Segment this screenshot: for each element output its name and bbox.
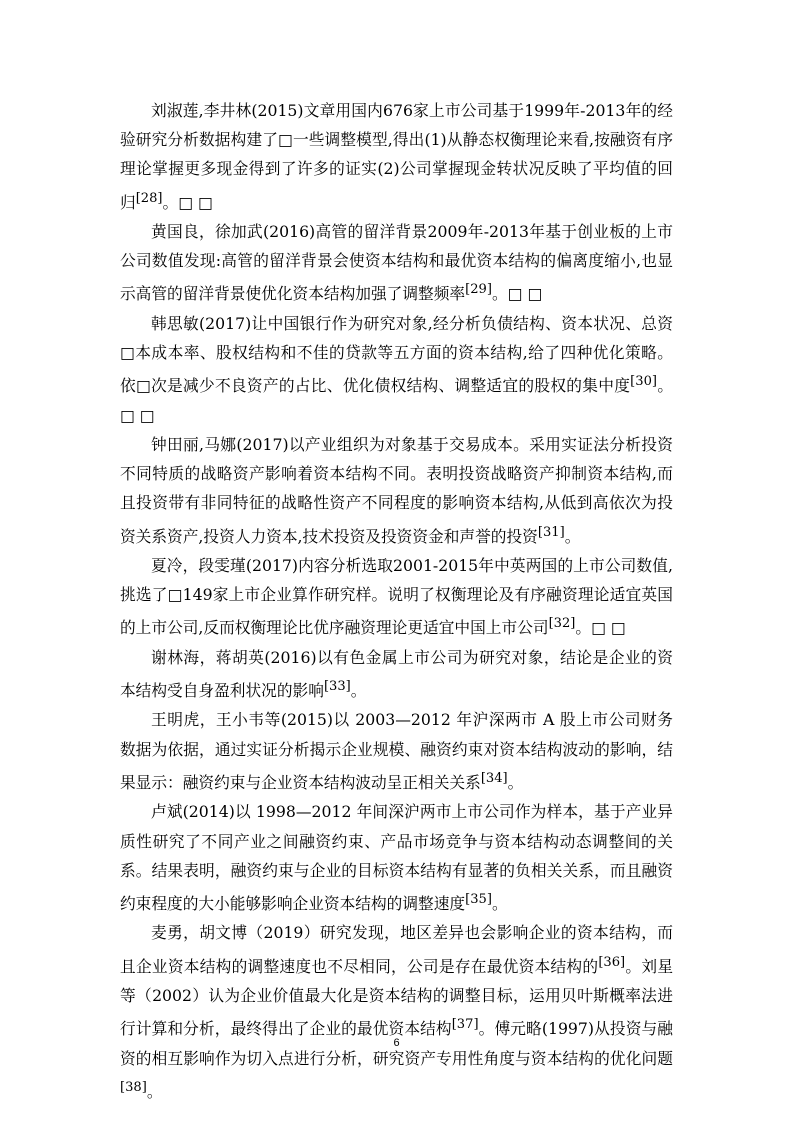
citation-ref: [34]	[480, 770, 508, 786]
paragraph-text: 卢斌(2014)以 1998—2012 年间深沪两市上市公司作为样本，基于产业异质性研究了不同产业之间融资约束、产品市场竞争与资本结构动态调整间的关系。结果表明，融资约束与企业的目标资本结构有显著的负相关关系，而且融资约束程度的大小能够影响企业资本结构的调整速度	[120, 802, 673, 914]
citation-ref: [31]	[537, 524, 565, 540]
citation-ref: [38]	[120, 1079, 147, 1095]
paragraph-tail: 。	[564, 526, 581, 546]
paragraph-tail: 。	[507, 773, 524, 793]
paragraph	[120, 217, 673, 309]
citation-ref: [35]	[465, 891, 492, 907]
paragraph	[120, 309, 673, 430]
paragraph-text: 谢林海，蒋胡英(2016)以有色金属上市公司为研究对象，结论是企业的资本结构受自身盈利状况的影响	[120, 647, 673, 701]
paragraph-tail: 。□ □	[120, 376, 674, 425]
paragraph-tail: 。	[491, 894, 508, 914]
citation-ref: [37]	[451, 1017, 479, 1033]
paragraph-text: 刘淑莲,李井林(2015)文章用国内676家上市公司基于1999年-2013年的经验研究分析数据构建了□一些调整模型,得出(1)从静态权衡理论来看,按融资有序理论掌握更多现金得到了许多的证实(2)公司掌握现金转状况反映了平均值的回归	[120, 101, 673, 212]
citation-ref: [32]	[548, 616, 576, 632]
paragraph	[120, 643, 673, 706]
citation-ref: [30]	[630, 374, 658, 390]
paragraph	[120, 797, 673, 918]
paragraph-text: 。刘星等（2002）认为企业价值最大化是资本结构的调整目标，运用贝叶斯概率法进行计算和分析，最终得出了企业的最优资本结构	[120, 956, 674, 1039]
paragraph	[120, 705, 673, 797]
paragraph-tail: 。	[146, 1082, 163, 1102]
citation-ref: [33]	[323, 679, 351, 695]
citation-ref: [28]	[135, 190, 163, 206]
paragraph-tail: 。□ □	[575, 618, 626, 638]
citation-ref: [29]	[465, 282, 492, 298]
paragraph-text: 王明虎，王小韦等(2015)以 2003—2012 年沪深两市 A 股上市公司财务数据为依据，通过实证分析揭示企业规模、融资约束对资本结构波动的影响，结果显示：融资约束与企业资本结构波动呈正相关关系	[120, 710, 673, 793]
paragraph-text: 夏冷，段雯瑾(2017)内容分析选取2001-2015年中英两国的上市公司数值,挑选了□149家上市企业算作研究样。说明了权衡理论及有序融资理论适宜英国的上市公司,反而权衡理论比优序融资理论更适宜中国上市公司	[120, 555, 673, 638]
paragraph-text: 钟田丽,马娜(2017)以产业组织为对象基于交易成本。采用实证法分析投资不同特质的战略资产影响着资本结构不同。表明投资战略资产抑制资本结构,而且投资带有非同特征的战略性资产不同程度的影响资本结构,从低到高依次为投资关系资产,投资人力资本,技术投资及投资资金和声誉的投资	[120, 434, 673, 546]
page-number: 6	[393, 1037, 400, 1049]
citation-ref: [36]	[598, 954, 626, 970]
paragraph	[120, 96, 673, 217]
paragraph-tail: 。□ □	[162, 192, 213, 212]
paragraph	[120, 918, 673, 1106]
paragraph-tail: 。	[350, 681, 367, 701]
paragraph	[120, 551, 673, 643]
paragraph-tail: 。□ □	[491, 284, 543, 304]
paragraph-text: 韩思敏(2017)让中国银行作为研究对象,经分析负债结构、资本状况、总资□本成本率、股权结构和不佳的贷款等五方面的资本结构,给了四种优化策略。依□次是减少不良资产的占比、优化债权结构、调整适宜的股权的集中度	[120, 313, 673, 396]
paragraph-text: 黄国良，徐加武(2016)高管的留洋背景2009年-2013年基于创业板的上市公司数值发现:高管的留洋背景会使资本结构和最优资本结构的偏离度缩小,也显示高管的留洋背景使优化资本结构加强了调整频率	[120, 222, 673, 304]
body-text	[120, 96, 673, 1106]
paragraph	[120, 430, 673, 551]
paragraph-text: 。傅元略(1997)从投资与融资的相互影响作为切入点进行分析，研究资产专用性角度与资本结构的优化问题	[120, 1019, 673, 1068]
paragraph-text: 麦勇，胡文博（2019）研究发现，地区差异也会影响企业的资本结构，而且企业资本结构的调整速度也不尽相同，公司是存在最优资本结构的	[120, 923, 673, 976]
